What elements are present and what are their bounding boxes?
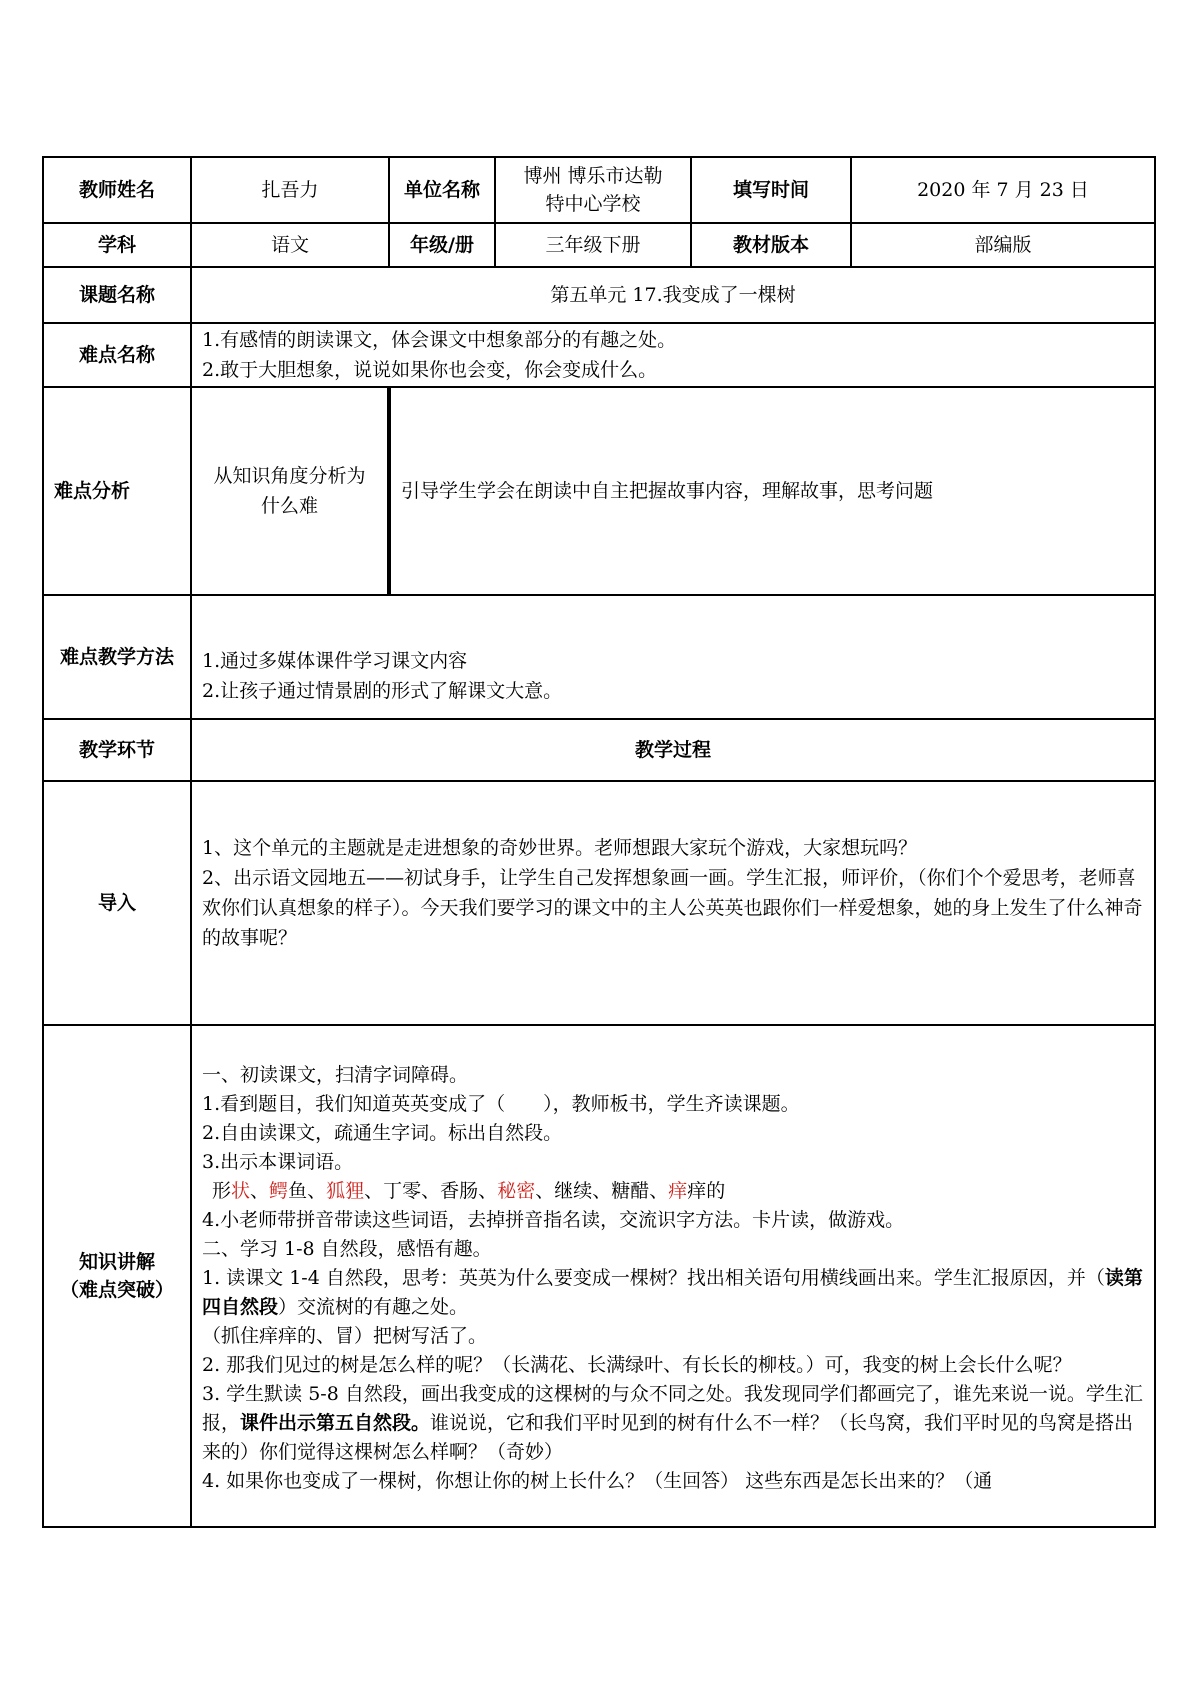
- method-content: [191, 595, 1155, 719]
- subject-value: 语文: [191, 223, 389, 267]
- difficulty-line-2: 2.敢于大胆想象，说说如果你也会变，你会变成什么。: [202, 359, 658, 381]
- lesson-plan-table: [42, 156, 1156, 1528]
- edition-value: 部编版: [851, 223, 1155, 267]
- sep-7: 、: [592, 1179, 612, 1202]
- header-row-2: [43, 223, 1155, 267]
- intro-label: 导入: [43, 781, 191, 1025]
- word-3: 狐狸: [326, 1179, 365, 1202]
- process-header-row: [43, 719, 1155, 781]
- knowledge-label-line-2: （难点突破）: [59, 1279, 174, 1301]
- knowledge-line-7c: ）交流树的有趣之处。: [278, 1295, 469, 1318]
- grade-value: 三年级下册: [495, 223, 691, 267]
- analysis-sub-label-line-1: 从知识角度分析为: [213, 465, 366, 487]
- knowledge-label: [43, 1025, 191, 1527]
- grade-label: 年级/册: [389, 223, 495, 267]
- unit-name-line-1: 博州 博乐市达勒: [523, 165, 663, 187]
- vocabulary-list: [202, 1177, 1144, 1206]
- header-row-1: [43, 157, 1155, 223]
- process-header-label: 教学过程: [191, 719, 1155, 781]
- stage-header-label: 教学环节: [43, 719, 191, 781]
- method-label: 难点教学方法: [43, 595, 191, 719]
- word-8: 糖醋: [611, 1179, 650, 1202]
- difficulty-label: 难点名称: [43, 323, 191, 387]
- knowledge-content: [191, 1025, 1155, 1527]
- intro-content: [191, 781, 1155, 1025]
- word-7: 继续: [554, 1179, 593, 1202]
- topic-label: 课题名称: [43, 267, 191, 323]
- knowledge-line-7: [202, 1264, 1144, 1322]
- knowledge-line-8: （抓住痒痒的、冒）把树写活了。: [202, 1324, 488, 1347]
- word-9b: 痒的: [687, 1179, 726, 1202]
- intro-line-1: 1、这个单元的主题就是走进想象的奇妙世界。老师想跟大家玩个游戏，大家想玩吗？: [202, 837, 918, 859]
- sep-4: 、: [421, 1179, 441, 1202]
- method-row: [43, 595, 1155, 719]
- knowledge-line-4: 3.出示本课词语。: [202, 1150, 354, 1173]
- knowledge-line-3: 2.自由读课文，疏通生字词。标出自然段。: [202, 1121, 563, 1144]
- fill-date-value: 2020 年 7 月 23 日: [851, 157, 1155, 223]
- method-line-1: 1.通过多媒体课件学习课文内容: [202, 650, 468, 672]
- word-2b: 鱼: [288, 1179, 308, 1202]
- fill-date-label: 填写时间: [691, 157, 851, 223]
- edition-label: 教材版本: [691, 223, 851, 267]
- knowledge-line-10b: 课件出示第五自然段。: [240, 1411, 431, 1434]
- knowledge-line-7b: 读第四自然段: [202, 1266, 1143, 1318]
- unit-name-value: [495, 157, 691, 223]
- sep-5: 、: [478, 1179, 498, 1202]
- intro-line-2: 2、出示语文园地五——初试身手，让学生自己发挥想象画一画。学生汇报，师评价，（你们个个爱思考，老师喜欢你们认真想象的样子）。今天我们要学习的课文中的主人公英英也跟你们一样爱想象，她的身上发生了什么神奇的故事呢？: [202, 867, 1143, 949]
- sep-3: 、: [364, 1179, 384, 1202]
- knowledge-line-9: 2. 那我们见过的树是怎么样的呢？（长满花、长满绿叶、有长长的柳枝。）可，我变的树上会长什么呢？: [202, 1353, 1072, 1376]
- knowledge-line-2: 1.看到题目，我们知道英英变成了（ ），教师板书，学生齐读课题。: [202, 1092, 800, 1115]
- knowledge-line-1: 一、初读课文，扫清字词障碍。: [202, 1063, 469, 1086]
- method-line-2: 2.让孩子通过情景剧的形式了解课文大意。: [202, 680, 563, 702]
- topic-value: 第五单元 17.我变成了一棵树: [191, 267, 1155, 323]
- difficulty-line-1: 1.有感情的朗读课文，体会课文中想象部分的有趣之处。: [202, 329, 677, 351]
- analysis-sub-label-line-2: 什么难: [260, 495, 318, 517]
- teacher-name-value: 扎吾力: [191, 157, 389, 223]
- knowledge-line-6: 二、学习 1-8 自然段，感悟有趣。: [202, 1237, 492, 1260]
- difficulty-row: [43, 323, 1155, 387]
- teacher-name-label: 教师姓名: [43, 157, 191, 223]
- knowledge-line-10: [202, 1380, 1144, 1467]
- word-1a: 形: [212, 1179, 232, 1202]
- analysis-row: [43, 387, 1155, 595]
- analysis-sub-label: [191, 387, 389, 595]
- knowledge-line-11: 4. 如果你也变成了一棵树，你想让你的树上长什么？（生回答） 这些东西是怎长出来的？（通: [202, 1469, 993, 1492]
- topic-row: [43, 267, 1155, 323]
- difficulty-content: [191, 323, 1155, 387]
- word-1b: 状: [231, 1179, 251, 1202]
- subject-label: 学科: [43, 223, 191, 267]
- knowledge-line-10c: 谁说说，它和我们平时见到的树有什么不一样？（长鸟窝，我们平时见的鸟窝是搭出来的）你们觉得这棵树怎么样啊？（奇妙）: [202, 1411, 1134, 1463]
- word-5: 香肠: [440, 1179, 479, 1202]
- sep-1: 、: [250, 1179, 270, 1202]
- knowledge-line-10a: 3. 学生默读 5-8 自然段，画出我变成的这棵树的与众不同之处。我发现同学们都画完了，谁先来说一说。学生汇报，: [202, 1382, 1143, 1434]
- word-9a: 痒: [668, 1179, 688, 1202]
- sep-6: 、: [535, 1179, 555, 1202]
- word-2a: 鳄: [269, 1179, 289, 1202]
- knowledge-label-line-1: 知识讲解: [78, 1251, 155, 1273]
- word-4: 丁零: [383, 1179, 422, 1202]
- unit-name-line-2: 特中心学校: [545, 193, 641, 215]
- analysis-label: 难点分析: [43, 387, 191, 595]
- knowledge-row: [43, 1025, 1155, 1527]
- analysis-value: 引导学生学会在朗读中自主把握故事内容，理解故事，思考问题: [389, 387, 1155, 595]
- word-6: 秘密: [497, 1179, 536, 1202]
- unit-name-label: 单位名称: [389, 157, 495, 223]
- sep-2: 、: [307, 1179, 327, 1202]
- sep-8: 、: [649, 1179, 669, 1202]
- intro-row: [43, 781, 1155, 1025]
- knowledge-line-5: 4.小老师带拼音带读这些词语，去掉拼音指名读，交流识字方法。卡片读，做游戏。: [202, 1208, 905, 1231]
- knowledge-line-7a: 1. 读课文 1-4 自然段，思考：英英为什么要变成一棵树？找出相关语句用横线画出来。学生汇报原因，并（: [202, 1266, 1105, 1289]
